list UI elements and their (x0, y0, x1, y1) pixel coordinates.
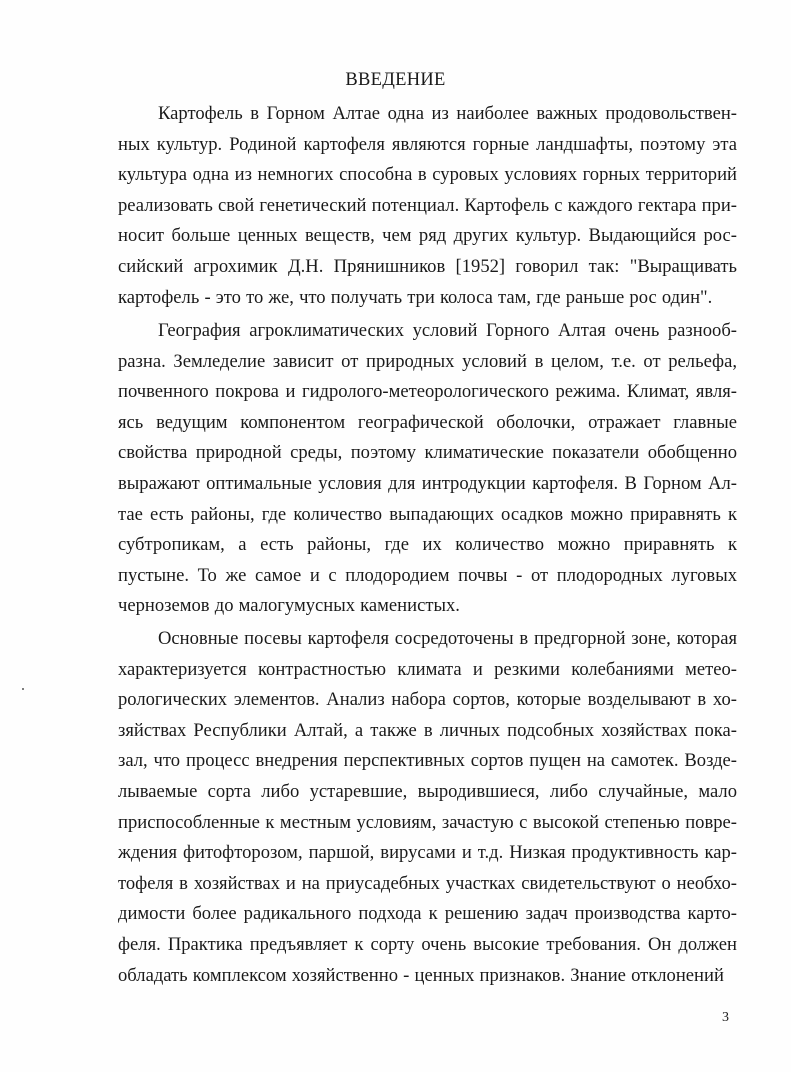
paragraph-crops: Основные посевы картофеля сосредоточены в предгорной зоне, которая характеризуется контрастностью климата и резкими колебаниями метеорологических элементов. Анализ набора сортов, которые возделывают в хозяйствах Республики Алтай, а также в личных подсобных хозяйствах показал, что процесс внедрения перспективных сортов пущен на самотек. Возделываемые сорта либо устаревшие, выродившиеся, либо случайные, мало приспособленные к местным условиям, зачастую с высокой степенью повреждения фитофторозом, паршой, вирусами и т.д. Низкая продуктивность картофеля в хозяйствах и на приусадебных участках свидетельствуют о необходимости более радикального подхода к решению задач производства картофеля. Практика предъявляет к сорту очень высокие требования. Он должен обладать комплексом хозяйственно - ценных признаков. Знание отклонений (118, 628, 737, 986)
paragraph-geography: География агроклиматических условий Горного Алтая очень разнообразна. Земледелие зависит от природных условий в целом, т.е. от рельефа, почвенного покрова и гидролого-метеорологического режима. Климат, являясь ведущим компонентом географической оболочки, отражает главные свойства природной среды, поэтому климатические показатели обобщенно выражают оптимальные условия для интродукции картофеля. В Горном Алтае есть районы, где количество выпадающих осадков можно приравнять к субтропикам, а есть районы, где их количество можно приравнять к пустыне. То же самое и с плодородием почвы - от плодородных луговых черноземов до малогумусных каменистых. (118, 320, 737, 617)
paragraph-intro: Картофель в Горном Алтае одна из наиболее важных продовольственных культур. Родиной картофеля являются горные ландшафты, поэтому эта культура одна из немногих способна в суровых условиях горных территорий реализовать свой генетический потенциал. Картофель с каждого гектара приносит больше ценных веществ, чем ряд других культур. Выдающийся российский агрохимик Д.Н. Прянишников [1952] говорил так: "Выращивать картофель - это то же, что получать три колоса там, где раньше рос один". (118, 103, 737, 308)
page-number: 3 (722, 1010, 729, 1025)
scan-speck (22, 688, 24, 690)
page-title: ВВЕДЕНИЕ (345, 70, 446, 90)
